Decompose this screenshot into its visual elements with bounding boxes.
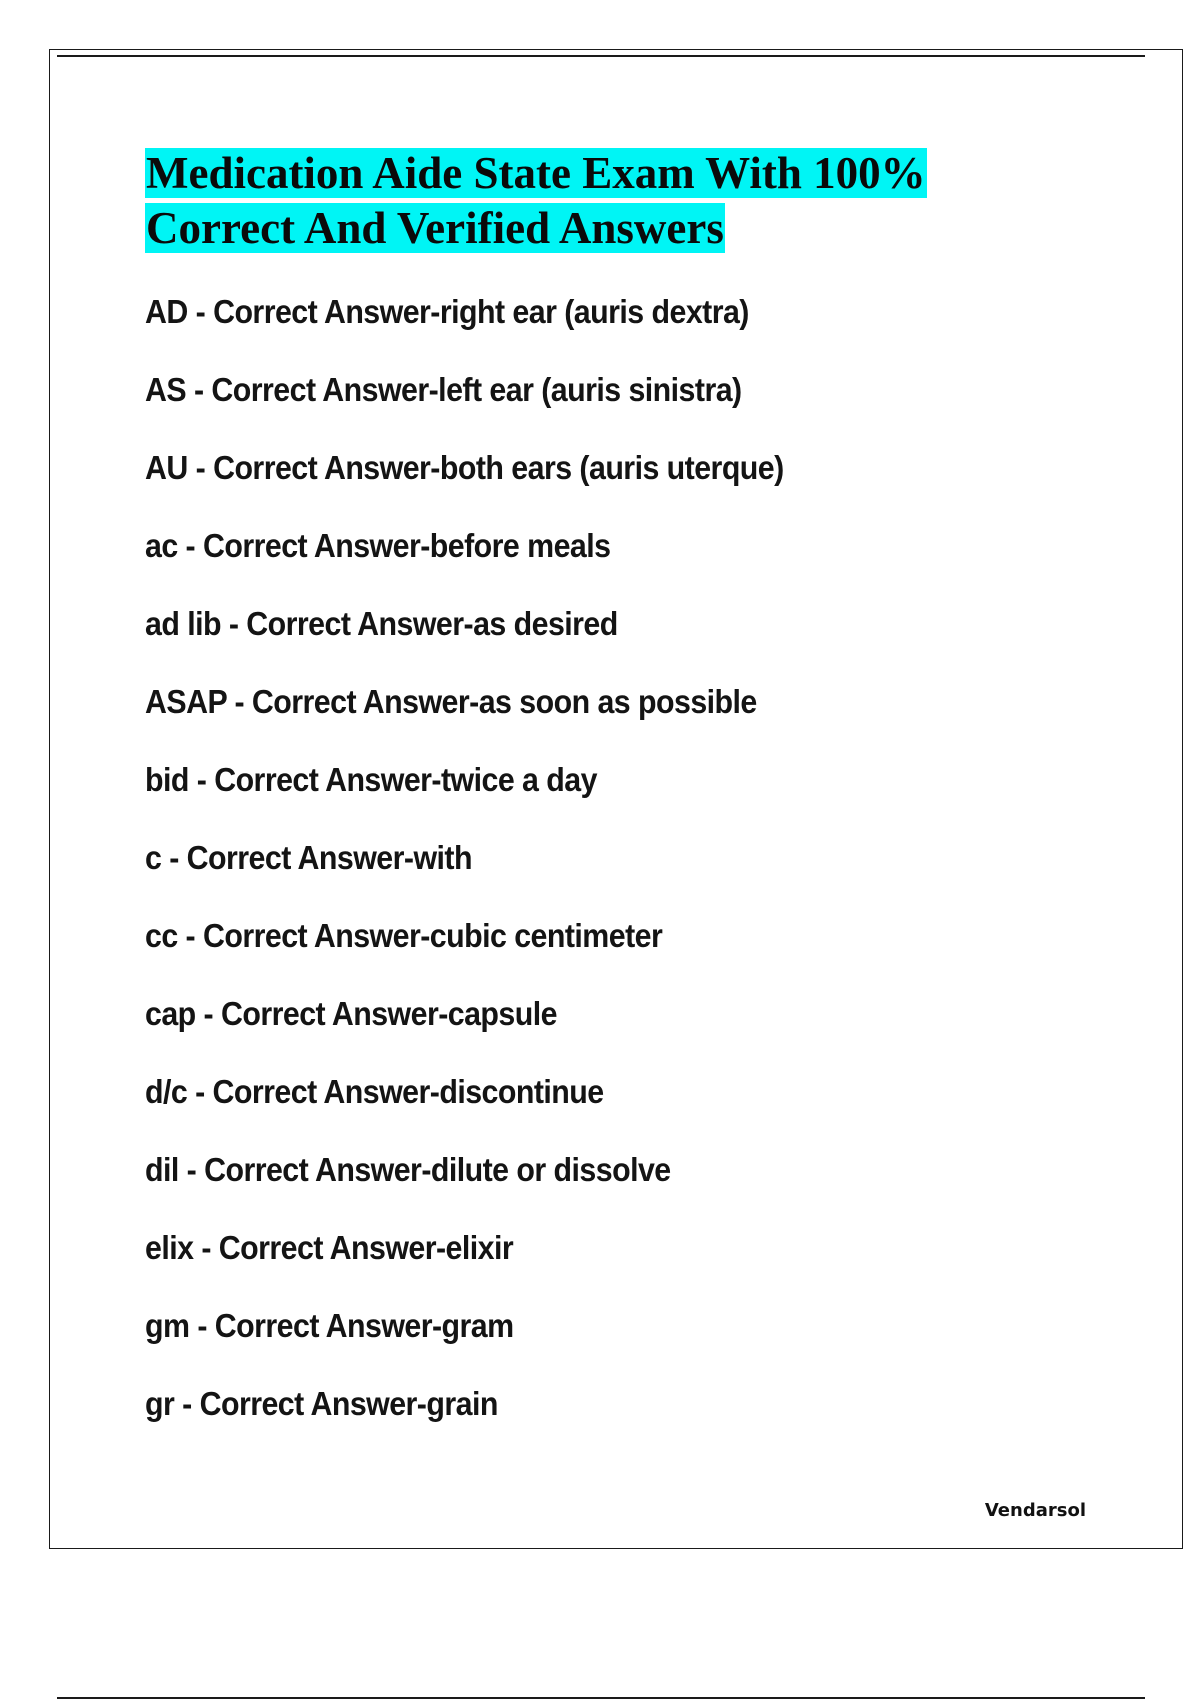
qa-item: d/c - Correct Answer-discontinue <box>145 1073 604 1110</box>
title-line-1: Medication Aide State Exam With 100% <box>146 148 926 198</box>
qa-item: dil - Correct Answer-dilute or dissolve <box>145 1151 671 1188</box>
top-rule <box>57 55 1145 57</box>
qa-item: AS - Correct Answer-left ear (auris sinistra) <box>145 371 742 408</box>
qa-item: gm - Correct Answer-gram <box>145 1307 514 1344</box>
qa-item: AD - Correct Answer-right ear (auris dextra) <box>145 293 749 330</box>
qa-item: ad lib - Correct Answer-as desired <box>145 605 618 642</box>
qa-item: bid - Correct Answer-twice a day <box>145 761 597 798</box>
qa-item: gr - Correct Answer-grain <box>145 1385 498 1422</box>
qa-item: cap - Correct Answer-capsule <box>145 995 557 1032</box>
qa-list <box>145 290 839 1460</box>
page-title <box>145 146 1045 256</box>
qa-item: cc - Correct Answer-cubic centimeter <box>145 917 663 954</box>
qa-item: AU - Correct Answer-both ears (auris uterque) <box>145 449 784 486</box>
qa-item: ASAP - Correct Answer-as soon as possible <box>145 683 757 720</box>
title-line-2: Correct And Verified Answers <box>146 203 724 253</box>
qa-item: elix - Correct Answer-elixir <box>145 1229 514 1266</box>
qa-item: c - Correct Answer-with <box>145 839 472 876</box>
footer-brand: Vendarsol <box>984 1500 1086 1521</box>
bottom-rule <box>57 1697 1145 1699</box>
qa-item: ac - Correct Answer-before meals <box>145 527 611 564</box>
